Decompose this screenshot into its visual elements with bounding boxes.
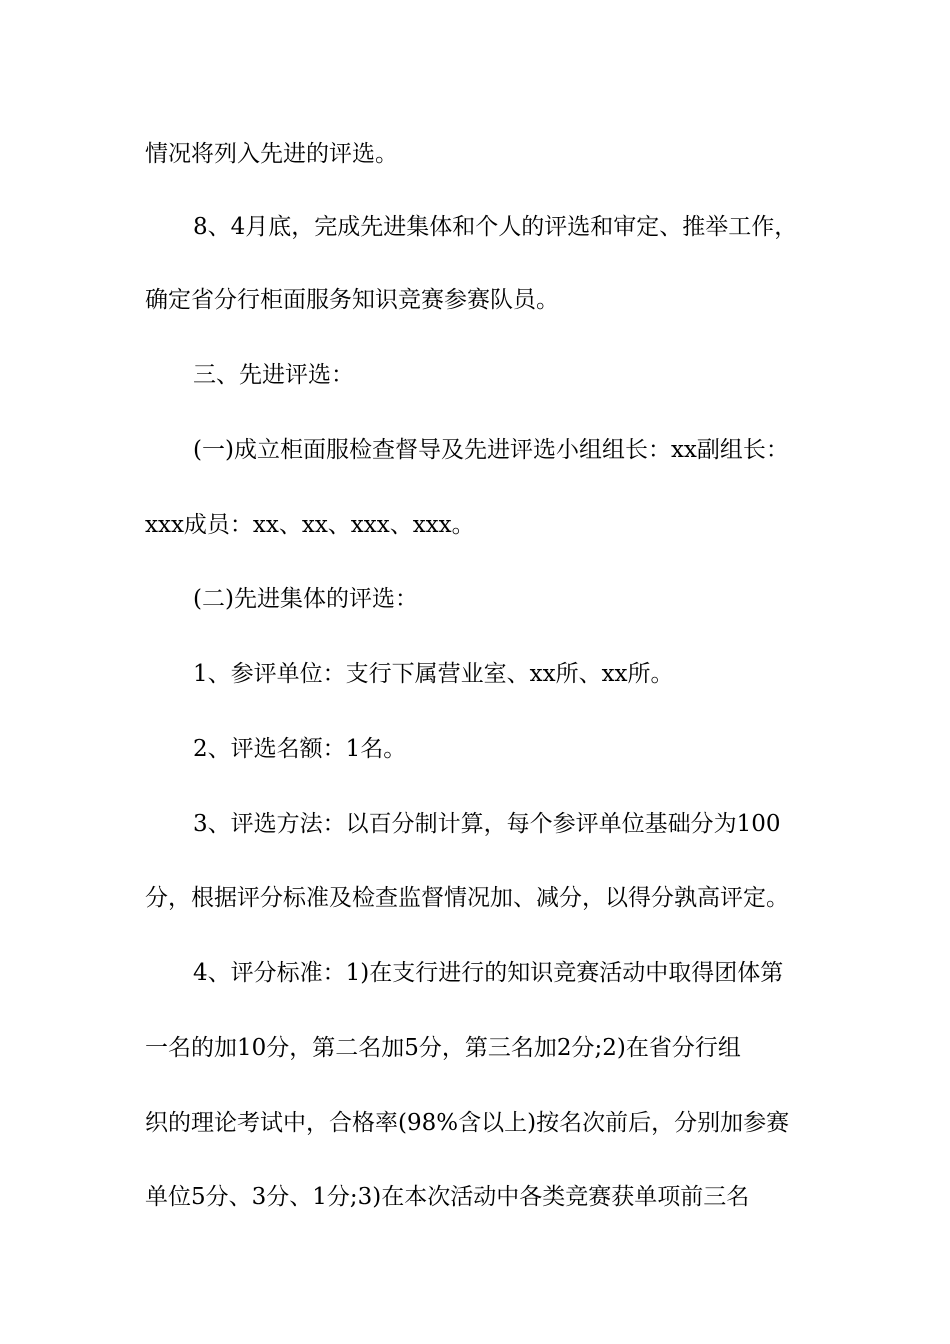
paragraph-line-2: 8、4月底，完成先进集体和个人的评选和审定、推举工作， (193, 214, 798, 240)
section-heading: 三、先进评选： (193, 362, 354, 388)
paragraph-line-1: 情况将列入先进的评选。 (145, 141, 398, 167)
paragraph-line-8: 1、参评单位：支行下属营业室、xx所、xx所。 (193, 661, 674, 687)
paragraph-line-5: (一)成立柜面服检查督导及先进评选小组组长：xx副组长： (193, 437, 789, 463)
paragraph-line-11: 分，根据评分标准及检查监督情况加、减分，以得分孰高评定。 (145, 885, 789, 911)
paragraph-line-6: xxx成员：xx、xx、xxx、xxx。 (145, 512, 475, 538)
paragraph-line-12: 4、评分标准：1)在支行进行的知识竞赛活动中取得团体第 (193, 960, 784, 986)
paragraph-line-13: 一名的加10分，第二名加5分，第三名加2分;2)在省分行组 (145, 1035, 741, 1061)
paragraph-line-10: 3、评选方法：以百分制计算，每个参评单位基础分为100 (193, 811, 781, 837)
paragraph-line-9: 2、评选名额：1名。 (193, 736, 407, 762)
paragraph-line-3: 确定省分行柜面服务知识竞赛参赛队员。 (145, 287, 559, 313)
paragraph-line-15: 单位5分、3分、1分;3)在本次活动中各类竞赛获单项前三名 (145, 1184, 750, 1210)
subsection-heading: (二)先进集体的评选： (193, 586, 418, 612)
paragraph-line-14: 织的理论考试中，合格率(98%含以上)按名次前后，分别加参赛 (145, 1110, 790, 1136)
